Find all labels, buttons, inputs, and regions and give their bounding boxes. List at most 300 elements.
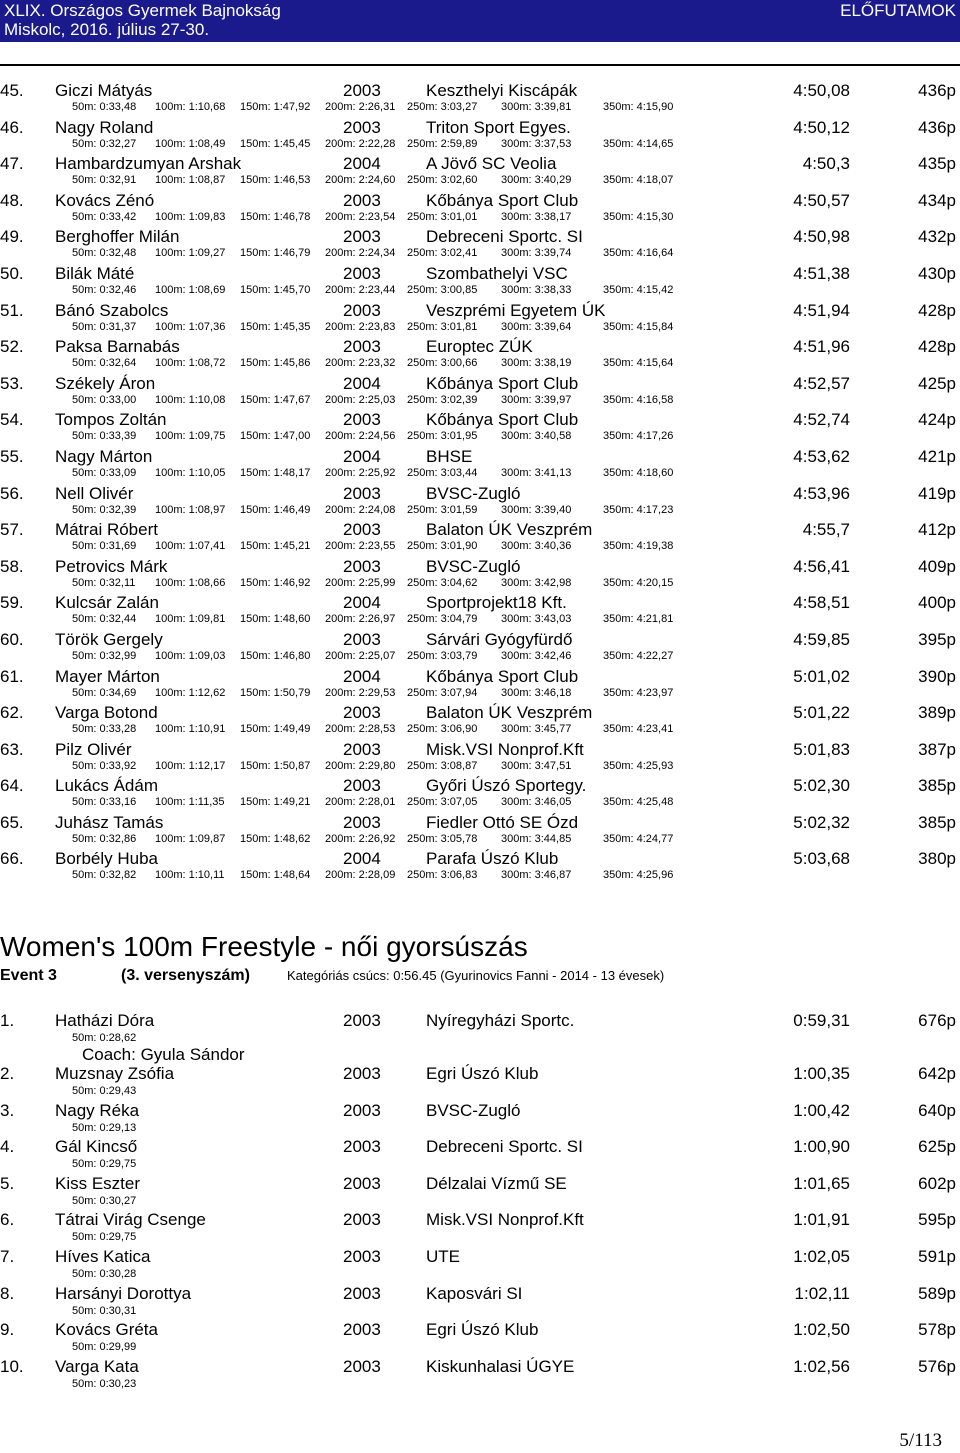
split-time: 100m: 1:10,68 [155,101,226,113]
split-time: 250m: 2:59,89 [407,137,478,150]
final-time: 5:01,83 [793,739,850,759]
result-main [0,337,960,357]
rank-cell: 46. [0,117,24,137]
split-time: 150m: 1:47,00 [240,430,311,443]
rank-cell: 2. [0,1064,15,1083]
birth-year: 2003 [343,629,381,649]
club-name: Szombathelyi VSC [426,263,568,283]
result-row [0,703,960,740]
split-time: 100m: 1:08,69 [155,283,226,296]
birth-year: 2003 [343,81,381,100]
split-time: 250m: 3:05,78 [407,832,478,845]
split-time: 250m: 3:03,79 [407,649,478,662]
split-time: 300m: 3:44,85 [501,832,572,845]
rank-cell: 5. [0,1173,15,1193]
split-times [0,137,960,151]
result-row [0,1284,960,1321]
event-info [0,967,960,985]
result-main [0,154,960,174]
split-time: 100m: 1:09,81 [155,613,226,626]
split-time: 100m: 1:08,72 [155,357,226,370]
result-main [0,1101,960,1121]
split-time: 200m: 2:23,55 [325,540,396,553]
split-time: 200m: 2:29,80 [325,759,396,772]
split-time: 100m: 1:11,35 [155,796,225,809]
split-time: 50m: 0:30,27 [72,1194,137,1207]
split-time: 150m: 1:45,45 [240,137,311,150]
result-main [0,1284,960,1304]
split-time: 350m: 4:23,97 [603,686,674,699]
final-time: 5:03,68 [793,849,850,869]
split-time: 350m: 4:20,15 [603,576,674,589]
points: 595p [918,1210,956,1230]
split-time: 200m: 2:25,07 [325,649,396,662]
final-time: 1:01,91 [793,1210,850,1230]
swimmer-name: Székely Áron [55,373,156,393]
swimmer-name: Mátrai Róbert [55,520,158,540]
points: 412p [918,520,956,540]
split-time: 300m: 3:45,77 [501,723,572,736]
split-time: 50m: 0:32,44 [72,613,137,626]
split-time: 200m: 2:22,28 [325,137,396,150]
split-time: 200m: 2:26,92 [325,832,396,845]
rank-cell: 1. [0,1011,15,1030]
split-time: 50m: 0:33,48 [72,101,137,113]
split-time: 350m: 4:24,77 [603,832,674,845]
club-name: Egri Úszó Klub [426,1064,539,1083]
points: 602p [918,1173,956,1193]
result-row [0,1011,960,1064]
final-time: 4:51,38 [793,263,850,283]
split-time: 300m: 3:43,03 [501,613,572,626]
club-name: Debreceni Sportc. SI [426,1137,583,1157]
split-time: 350m: 4:21,81 [603,613,674,626]
result-row [0,1210,960,1247]
split-time: 250m: 3:06,90 [407,723,478,736]
split-time: 100m: 1:09,87 [155,832,226,845]
final-time: 1:02,50 [793,1320,850,1340]
result-row [0,557,960,594]
birth-year: 2003 [343,227,381,247]
split-time: 150m: 1:48,62 [240,832,311,845]
final-time: 0:59,31 [793,1011,850,1030]
swimmer-name: Petrovics Márk [55,556,168,576]
split-time: 200m: 2:26,31 [325,101,396,113]
split-time: 300m: 3:39,74 [501,247,572,260]
split-time: 150m: 1:49,49 [240,723,311,736]
split-time: 100m: 1:12,17 [155,759,226,772]
split-time: 100m: 1:08,97 [155,503,226,516]
points: 436p [918,81,956,100]
split-time: 50m: 0:29,75 [72,1158,137,1171]
split-time: 150m: 1:46,80 [240,649,311,662]
women-results-list [0,1011,960,1393]
result-main [0,191,960,211]
points: 409p [918,556,956,576]
split-time: 50m: 0:33,28 [72,723,137,736]
points: 625p [918,1137,956,1157]
final-time: 1:00,35 [793,1064,850,1083]
split-time: 250m: 3:00,85 [407,283,478,296]
result-row [0,301,960,338]
split-time: 350m: 4:15,64 [603,357,674,370]
final-time: 5:02,32 [793,812,850,832]
points: 400p [918,593,956,613]
split-time: 250m: 3:08,87 [407,759,478,772]
rank-cell: 58. [0,556,24,576]
split-time: 300m: 3:40,29 [501,174,572,187]
birth-year: 2003 [343,1064,381,1083]
split-time: 100m: 1:09,03 [155,649,226,662]
club-name: BVSC-Zugló [426,483,521,503]
result-main [0,118,960,138]
swimmer-name: Borbély Huba [55,849,159,869]
club-name: A Jövő SC Veolia [426,154,557,174]
split-times [0,393,960,407]
split-time: 100m: 1:07,36 [155,320,226,333]
club-name: Győri Úszó Sportegy. [426,776,587,796]
split-time: 150m: 1:46,53 [240,174,311,187]
final-time: 5:02,30 [793,776,850,796]
final-time: 1:00,42 [793,1100,850,1120]
result-main [0,410,960,430]
split-time: 150m: 1:50,79 [240,686,311,699]
split-time: 350m: 4:15,42 [603,283,674,296]
final-time: 1:02,11 [794,1283,850,1303]
result-row [0,337,960,374]
result-main [0,849,960,869]
result-main [0,703,960,723]
club-name: Fiedler Ottó SE Ózd [426,812,579,832]
club-name: Egri Úszó Klub [426,1320,539,1340]
split-time: 100m: 1:12,62 [155,686,226,699]
rank-cell: 61. [0,666,24,686]
split-times [0,576,960,590]
result-row [0,264,960,301]
split-time: 100m: 1:09,83 [155,210,226,223]
points: 430p [918,263,956,283]
club-name: BVSC-Zugló [426,1100,521,1120]
split-times [0,173,960,187]
split-time: 300m: 3:40,36 [501,540,572,553]
birth-year: 2003 [343,776,381,796]
split-time: 150m: 1:48,60 [240,613,311,626]
rank-cell: 47. [0,154,24,174]
club-name: Debreceni Sportc. SI [426,227,583,247]
result-row [0,410,960,447]
split-time: 50m: 0:32,11 [72,576,136,589]
result-row [0,667,960,704]
split-time: 100m: 1:09,27 [155,247,226,260]
club-name: Europtec ZÚK [426,337,533,357]
split-time: 100m: 1:09,75 [155,430,226,443]
birth-year: 2003 [343,300,381,320]
swimmer-name: Lukács Ádám [55,776,158,796]
split-time: 200m: 2:26,97 [325,613,396,626]
result-main [0,557,960,577]
split-time: 300m: 3:39,81 [501,101,572,113]
result-row [0,776,960,813]
coach-name: Coach: Gyula Sándor [82,1045,245,1064]
club-name: Triton Sport Egyes. [426,117,571,137]
split-time: 50m: 0:29,99 [72,1341,137,1354]
rank-cell: 52. [0,337,24,357]
swimmer-name: Híves Katica [55,1246,151,1266]
result-main [0,520,960,540]
split-time: 200m: 2:23,83 [325,320,396,333]
split-times [0,429,960,443]
points: 395p [918,629,956,649]
result-main [0,776,960,796]
rank-cell: 53. [0,373,24,393]
rank-cell: 45. [0,81,24,100]
rank-cell: 49. [0,227,24,247]
result-row [0,154,960,191]
points: 435p [918,154,956,174]
result-row [0,484,960,521]
split-time: 300m: 3:39,40 [501,503,572,516]
split-time: 100m: 1:07,41 [155,540,226,553]
split-time: 150m: 1:50,87 [240,759,311,772]
final-time: 4:50,12 [793,117,850,137]
split-time: 300m: 3:38,33 [501,283,572,296]
split-time: 50m: 0:29,75 [72,1231,137,1244]
split-time: 350m: 4:16,58 [603,393,674,406]
result-main [0,301,960,321]
split-time: 350m: 4:17,23 [603,503,674,516]
split-times [0,100,960,114]
event-title: Women's 100m Freestyle - női gyorsúszás [0,931,528,962]
birth-year: 2003 [343,337,381,357]
event-number: Event 3 [0,967,57,984]
points: 578p [918,1320,956,1340]
points: 642p [918,1064,956,1083]
rank-cell: 54. [0,410,24,430]
split-time: 300m: 3:42,98 [501,576,572,589]
split-times [0,503,960,517]
rank-cell: 6. [0,1210,15,1230]
header-banner [0,0,960,42]
birth-year: 2004 [343,593,381,613]
birth-year: 2003 [343,190,381,210]
split-time: 250m: 3:01,90 [407,540,478,553]
split-time: 300m: 3:38,17 [501,210,572,223]
split-time: 50m: 0:32,27 [72,137,137,150]
rank-cell: 65. [0,812,24,832]
split-time: 250m: 3:02,41 [407,247,478,260]
final-time: 4:50,08 [793,81,850,100]
split-time: 200m: 2:29,53 [325,686,396,699]
points: 591p [918,1246,956,1266]
final-time: 4:50,3 [802,154,850,174]
split-times [0,356,960,370]
final-time: 4:59,85 [793,629,850,649]
split-time: 300m: 3:40,58 [501,430,572,443]
rank-cell: 51. [0,300,24,320]
split-time: 200m: 2:25,92 [325,466,396,479]
swimmer-name: Hatházi Dóra [55,1011,155,1030]
swimmer-name: Paksa Barnabás [55,337,180,357]
split-time: 100m: 1:10,91 [155,723,226,736]
birth-year: 2003 [343,739,381,759]
split-time: 100m: 1:08,66 [155,576,226,589]
result-row [0,1357,960,1394]
meet-title: XLIX. Országos Gyermek Bajnokság [4,1,281,20]
club-name: Sportprojekt18 Kft. [426,593,567,613]
result-main [0,740,960,760]
split-time: 50m: 0:29,13 [72,1121,137,1134]
rank-cell: 8. [0,1283,15,1303]
split-time: 350m: 4:15,30 [603,210,674,223]
points: 385p [918,812,956,832]
split-times [0,832,960,846]
points: 380p [918,849,956,869]
result-main [0,667,960,687]
meet-date: Miskolc, 2016. július 27-30. [4,20,210,39]
birth-year: 2003 [343,1283,381,1303]
split-time: 50m: 0:30,23 [72,1377,137,1390]
final-time: 1:02,05 [793,1246,850,1266]
result-row [0,593,960,630]
birth-year: 2003 [343,1356,381,1376]
birth-year: 2003 [343,483,381,503]
result-row [0,520,960,557]
split-times [0,868,960,882]
split-time: 150m: 1:46,79 [240,247,311,260]
split-time: 50m: 0:32,39 [72,503,137,516]
split-time: 50m: 0:32,86 [72,832,137,845]
rank-cell: 9. [0,1320,15,1340]
swimmer-name: Kiss Eszter [55,1173,141,1193]
split-time: 350m: 4:25,96 [603,869,674,882]
result-row [0,1247,960,1284]
club-name: Kőbánya Sport Club [426,190,579,210]
swimmer-name: Nagy Réka [55,1100,140,1120]
swimmer-name: Tátrai Virág Csenge [55,1210,206,1230]
split-time: 350m: 4:17,26 [603,430,674,443]
split-time: 100m: 1:10,08 [155,393,226,406]
split-time: 250m: 3:01,01 [407,210,478,223]
split-time: 150m: 1:49,21 [240,796,311,809]
result-main [0,1357,960,1377]
split-time: 50m: 0:33,16 [72,796,137,809]
split-time: 150m: 1:46,78 [240,210,311,223]
rank-cell: 3. [0,1100,15,1120]
rank-cell: 60. [0,629,24,649]
points: 387p [918,739,956,759]
club-name: Kőbánya Sport Club [426,666,579,686]
points: 432p [918,227,956,247]
swimmer-name: Giczi Mátyás [55,81,153,100]
final-time: 4:55,7 [802,520,850,540]
result-row [0,740,960,777]
split-time: 50m: 0:33,92 [72,759,137,772]
birth-year: 2003 [343,410,381,430]
birth-year: 2004 [343,446,381,466]
final-time: 4:51,96 [793,337,850,357]
club-name: Keszthelyi Kiscápák [426,81,578,100]
split-time: 200m: 2:28,53 [325,723,396,736]
points: 385p [918,776,956,796]
points: 576p [918,1356,956,1376]
points: 640p [918,1100,956,1120]
split-times [0,210,960,224]
swimmer-name: Muzsnay Zsófia [55,1064,175,1083]
swimmer-name: Hambardzumyan Arshak [55,154,242,174]
result-main [0,1064,960,1084]
final-time: 4:53,62 [793,446,850,466]
split-time: 300m: 3:39,97 [501,393,572,406]
split-time: 350m: 4:22,27 [603,649,674,662]
points: 434p [918,190,956,210]
rank-cell: 57. [0,520,24,540]
split-time: 350m: 4:18,60 [603,466,674,479]
split-time: 50m: 0:28,62 [72,1032,137,1044]
split-time: 100m: 1:10,05 [155,466,226,479]
split-time: 250m: 3:02,39 [407,393,478,406]
result-main [0,484,960,504]
split-time: 300m: 3:46,87 [501,869,572,882]
split-time: 50m: 0:32,91 [72,174,137,187]
split-time: 200m: 2:23,54 [325,210,396,223]
split-time: 350m: 4:14,65 [603,137,674,150]
split-time: 100m: 1:08,87 [155,174,226,187]
split-time: 200m: 2:25,03 [325,393,396,406]
result-main [0,81,960,101]
club-name: Nyíregyházi Sportc. [426,1011,575,1030]
club-name: Balaton ÚK Veszprém [426,520,593,540]
result-row [0,1137,960,1174]
split-time: 50m: 0:31,37 [72,320,137,333]
split-time: 50m: 0:33,00 [72,393,137,406]
final-time: 4:58,51 [793,593,850,613]
points: 419p [918,483,956,503]
split-time: 50m: 0:33,39 [72,430,137,443]
birth-year: 2003 [343,1137,381,1157]
rank-cell: 62. [0,703,24,723]
men-results-list [0,81,960,886]
split-time: 250m: 3:04,62 [407,576,478,589]
split-time: 200m: 2:28,09 [325,869,396,882]
split-time: 50m: 0:32,64 [72,357,137,370]
split-time: 300m: 3:47,51 [501,759,572,772]
split-time: 150m: 1:47,67 [240,393,311,406]
result-main [0,227,960,247]
split-time: 250m: 3:07,05 [407,796,478,809]
birth-year: 2003 [343,1100,381,1120]
points: 390p [918,666,956,686]
split-time: 200m: 2:24,56 [325,430,396,443]
split-times [0,539,960,553]
final-time: 1:01,65 [793,1173,850,1193]
split-time: 250m: 3:06,83 [407,869,478,882]
final-time: 5:01,22 [793,703,850,723]
swimmer-name: Bánó Szabolcs [55,300,169,320]
birth-year: 2003 [343,812,381,832]
split-times [0,612,960,626]
club-name: Balaton ÚK Veszprém [426,703,593,723]
rank-cell: 56. [0,483,24,503]
split-time: 200m: 2:23,44 [325,283,396,296]
split-time: 50m: 0:34,69 [72,686,137,699]
rank-cell: 50. [0,263,24,283]
points: 676p [918,1011,956,1030]
swimmer-name: Mayer Márton [55,666,160,686]
final-time: 4:50,98 [793,227,850,247]
club-name: Parafa Úszó Klub [426,849,559,869]
result-main [0,593,960,613]
result-main [0,264,960,284]
